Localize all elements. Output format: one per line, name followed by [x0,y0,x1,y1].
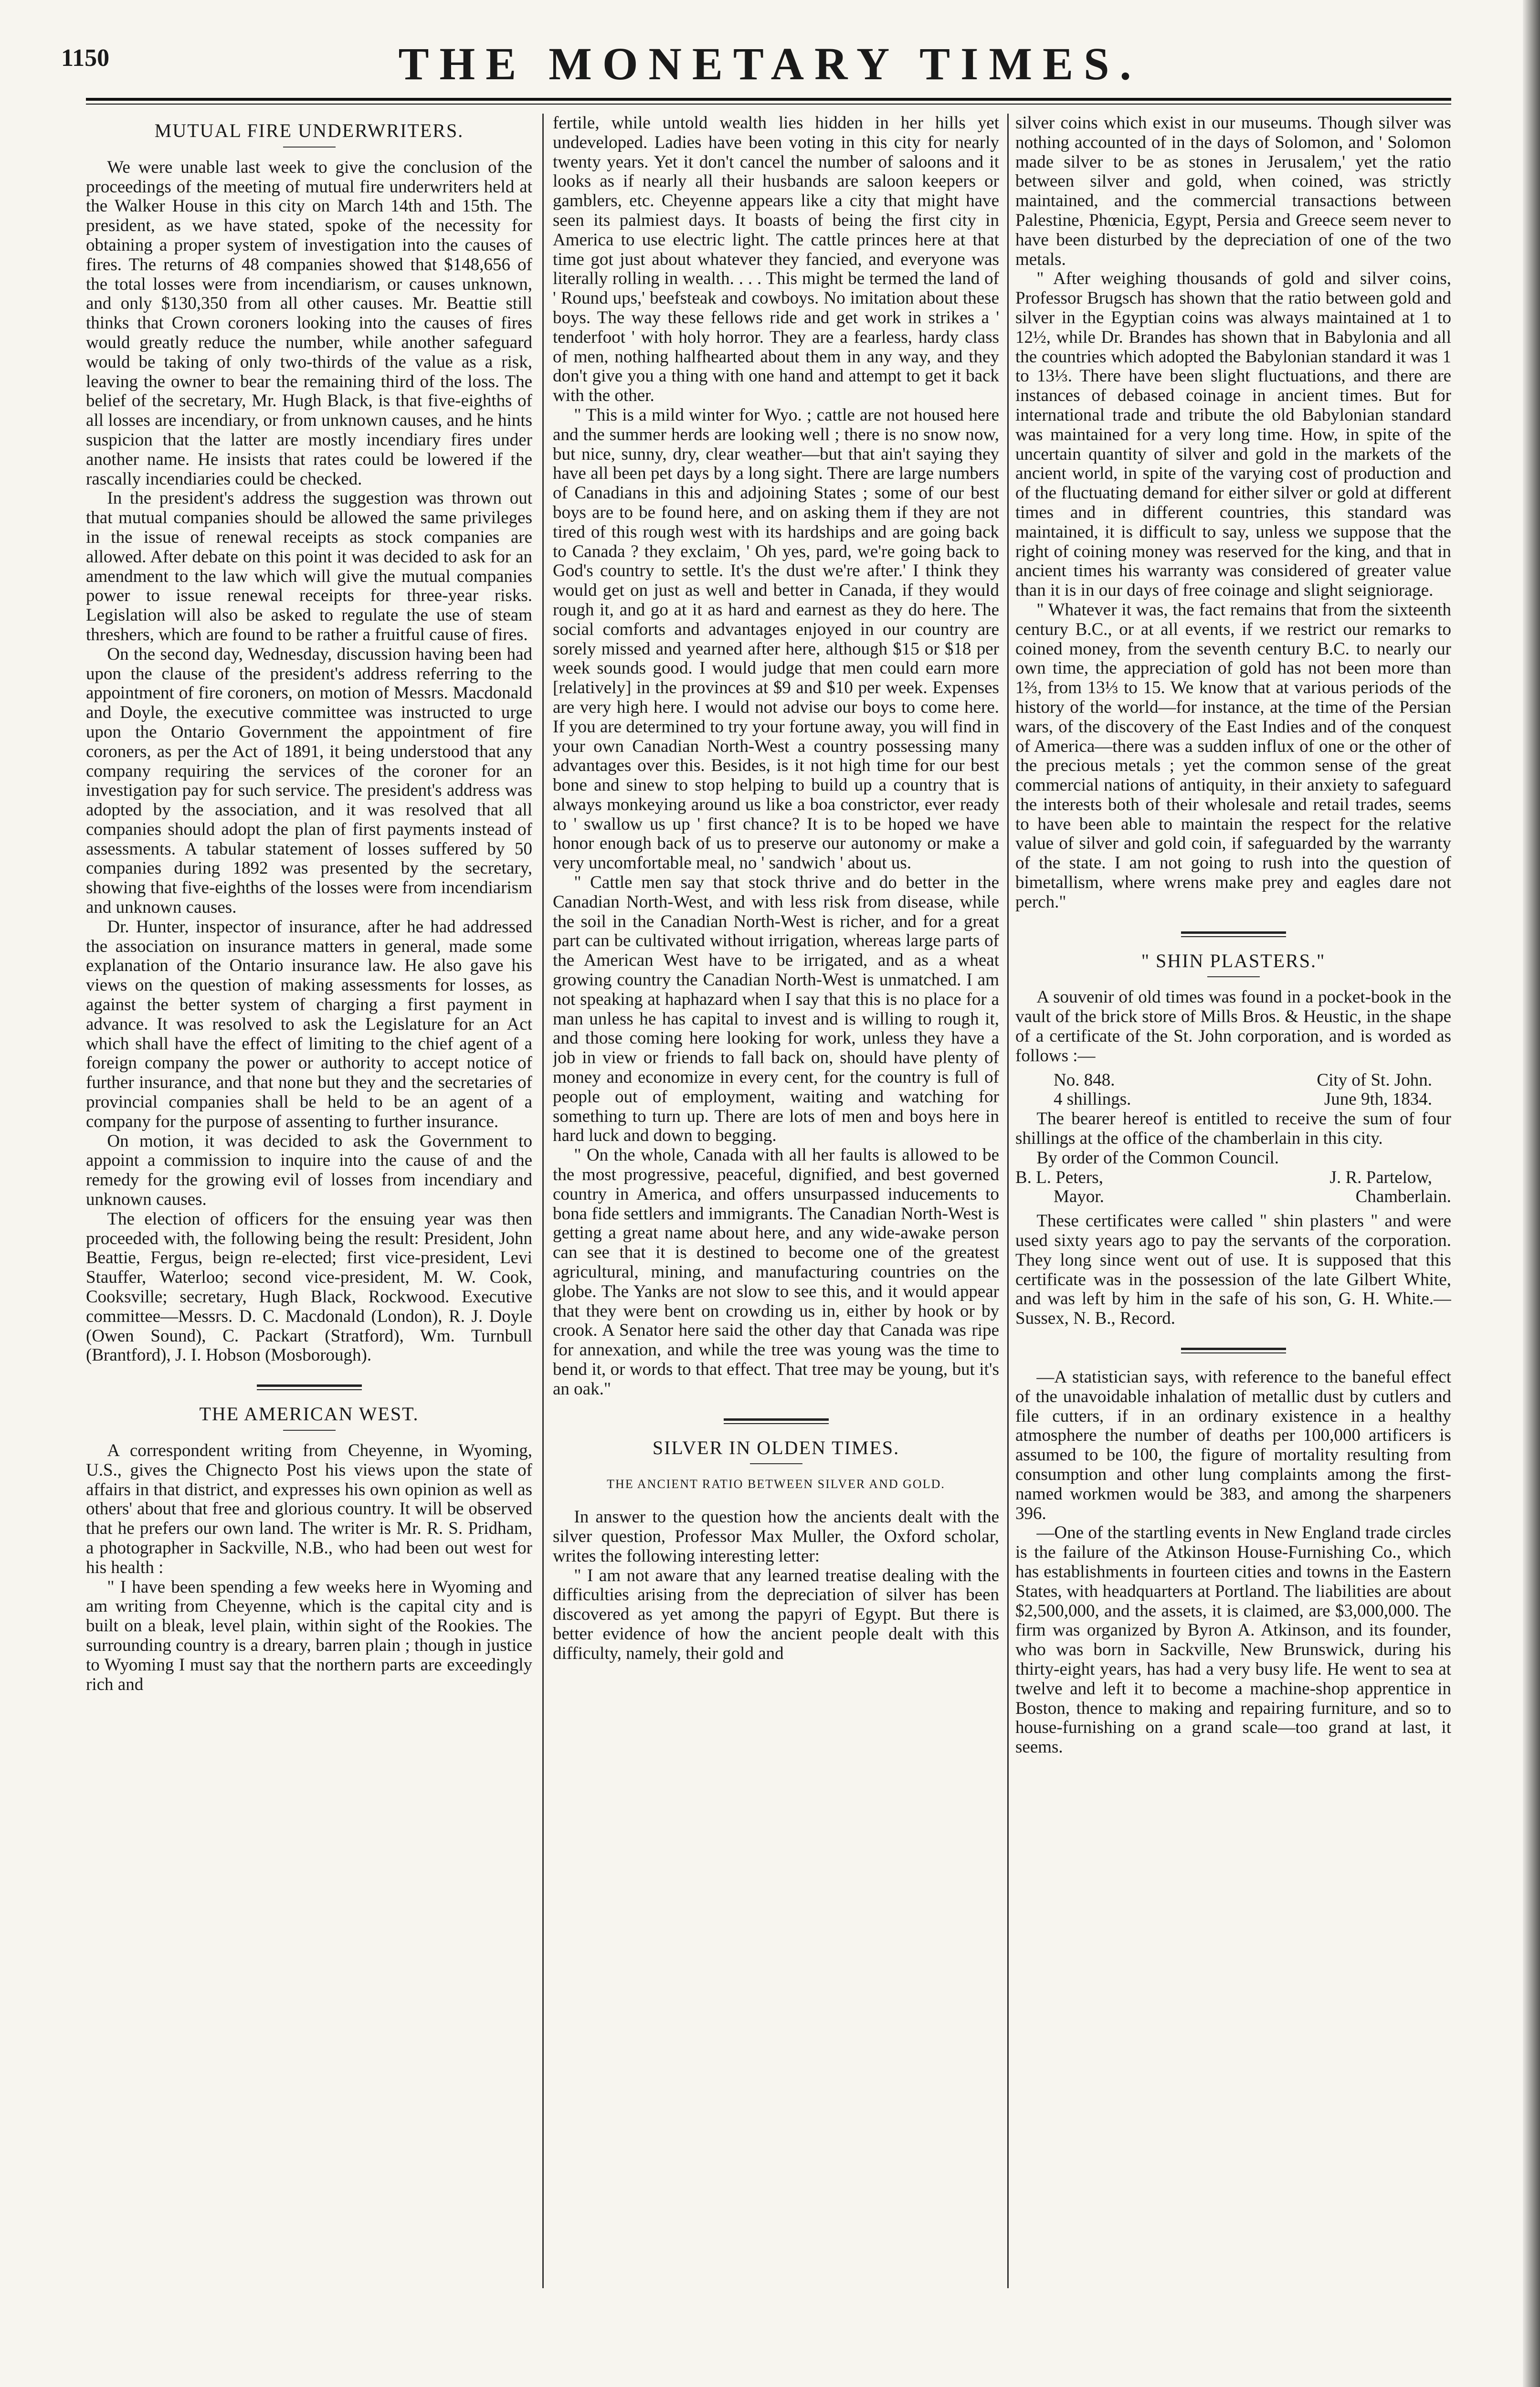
signatory-2-role: Chamberlain. [1355,1187,1451,1207]
article-title: THE AMERICAN WEST. [199,1403,419,1425]
signatory-1-role: Mayor. [1054,1187,1104,1207]
certificate-number: No. 848. [1054,1070,1115,1090]
top-rule-thin [86,104,1451,105]
column-3 [1015,114,1451,2291]
certificate-date: June 9th, 1834. [1324,1089,1432,1109]
paragraph: " After weighing thousands of gold and silver coins, Professor Brugsch has shown that the ratio between gold and silver in the Egyptian coins was always maintained at 1 to 12½, while Dr. Brandes has shown that in Babylonia and all the countries which adopted the Babylonian standard it was 1 to 13⅓. There have been slight fluctuations, and there are instances of debased coinage in ancient times. But for international trade and tribute the old Babylonian standard was maintained for a very long time. How, in spite of the uncertain quantity of silver and gold in the markets of the ancient world, in spite of the varying cost of production and of the fluctuating demand for either silver or gold at different times and in different countries, this standard was maintained, it is difficult to say, unless we suppose that the right of coining money was reserved for the king, and that in ancient times his warranty was considered of greater value than it is in our days of free coinage and slight seigniorage. [1015,269,1451,601]
paragraph: On motion, it was decided to ask the Government to appoint a commission to inquire into the cause of and the remedy for the growing evil of losses from incendiary and unknown causes. [86,1131,532,1210]
paragraph: " I have been spending a few weeks here in Wyoming and am writing from Cheyenne, which is the capital city and is built on a bleak, level plain, within sight of the Rookies. The surrounding country is a dreary, barren plain ; though in justice to Wyoming I must say that the northern parts are exceedingly rich and [86,1577,532,1694]
title-rule [750,1463,802,1464]
column-2 [553,114,999,2291]
article-title: " SHIN PLASTERS." [1141,950,1326,972]
section-divider [1181,1348,1286,1353]
section-divider [724,1418,829,1424]
page-number: 1150 [61,44,110,72]
article-subtitle: THE ANCIENT RATIO BETWEEN SILVER AND GOLD. [607,1477,945,1491]
paragraph: Dr. Hunter, inspector of insurance, after he had addressed the association on insurance matters in general, made some explanation of the Ontario insurance law. He also gave his views on the question of making assessments for losses, as against the better system of charging a first payment in advance. It was resolved to ask the Legislature for an Act which shall have the effect of limiting to the chief agent of a foreign company the power or authority to accept notice of further insurance, and that none but they and the secretaries of provincial companies shall be held to be an agent of a company for the purpose of assenting to further insurance. [86,917,532,1131]
section-divider [1181,931,1286,937]
certificate-amount: 4 shillings. [1054,1089,1131,1109]
column-divider [1007,114,1009,2288]
paragraph: —A statistician says, with reference to the baneful effect of the unavoidable inhalation of metallic dust by cutlers and file cutters, if in an ordinary existence in a healthy atmosphere the number of deaths per 100,000 artificers is assumed to be 100, the figure of mortality resulting from consumption and other lung complaints among the first-named workmen would be 383, and among the sharpeners 396. [1015,1367,1451,1523]
column-divider [542,114,544,2288]
paragraph: A souvenir of old times was found in a pocket-book in the vault of the brick store of Mills Bros. & Heustic, in the shape of a certificate of the St. John corporation, and is worded as follows :— [1015,987,1451,1066]
column-1 [86,114,532,2291]
paragraph: In the president's address the suggestion was thrown out that mutual companies should be allowed the same privileges in the issue of renewal receipts as stock companies are allowed. After debate on this point it was decided to ask for an amendment to the law which will give the mutual companies power to issue renewal receipts for three-year risks. Legislation will also be asked to regulate the use of steam threshers, which are found to be rather a fruitful cause of fires. [86,488,532,644]
paragraph: " Whatever it was, the fact remains that from the sixteenth century B.C., or at all events, if we restrict our remarks to coined money, from the seventh century B.C. to nearly our own time, the appreciation of gold has not been more than 1⅔, from 13⅓ to 15. We know that at various periods of the history of the world—for instance, at the time of the Persian wars, of the discovery of the East Indies and of the conquest of America—there was a sudden influx of one or the other of the precious metals ; yet the common sense of the great commercial nations of antiquity, in their anxiety to safeguard the interests both of their wholesale and retail trades, seems to have been able to maintain the respect for the relative value of silver and gold coin, if safeguarded by the warranty of the state. I am not going to rush into the question of bimetallism, where wrens make prey and eagles dare not perch." [1015,600,1451,912]
title-rule [283,1430,336,1431]
certificate-body: The bearer hereof is entitled to receive the sum of four shillings at the office of the chamberlain in this city. [1015,1109,1451,1149]
certificate-row [1015,1090,1451,1109]
section-divider [257,1384,362,1390]
certificate-city: City of St. John. [1317,1070,1432,1090]
masthead: THE MONETARY TIMES. [398,38,1142,89]
paragraph: —One of the startling events in New England trade circles is the failure of the Atkinson House-Furnishing Co., which has establishments in fourteen cities and towns in the Eastern States, with headquarters at Portland. The liabilities are about $2,500,000, and the assets, it is claimed, are $3,000,000. The firm was organized by Byron A. Atkinson, and its founder, who was born in Sackville, New Brunswick, during his thirty-eight years, has had a very busy life. He went to sea at twelve and left it to become a machine-shop apprentice in Boston, thence to making and repairing furniture, and so to house-furnishing on a grand scale—too grand at last, it seems. [1015,1523,1451,1757]
paragraph: " On the whole, Canada with all her faults is allowed to be the most progressive, peaceful, dignified, and best governed country in America, and offers unsurpassed inducements to bona fide settlers and immigrants. The Canadian North-West is getting a great name about here, and any wide-awake person can see that it is destined to become one of the greatest agricultural, mining, and manufacturing countries on the globe. The Yanks are not slow to see this, and it would appear that they were bent on crowding us in, either by hook or by crook. A Senator here said the other day that Canada was ripe for annexation, and while the tree was young was the time to bend it, or words to that effect. That tree may be young, but it's an oak." [553,1145,999,1399]
scan-edge-shadow [1523,0,1540,2387]
paragraph: fertile, while untold wealth lies hidden in her hills yet undeveloped. Ladies have been voting in this city for nearly twenty years. Yet it don't cancel the number of saloons and it looks as if nearly all their husbands are saloon keepers or gamblers, etc. Cheyenne appears like a city that might have seen its palmiest days. It boasts of being the first city in America to use electric light. The cattle princes here at that time got just about whatever they fancied, and everyone was literally rolling in wealth. . . . This might be termed the land of ' Round ups,' beefsteak and cowboys. No imitation about these boys. The way these fellows ride and get work in strikes a ' tenderfoot ' with holy horror. They are a fearless, hardy class of men, nothing halfhearted about them in any way, and they don't give you a thing with one hand and attempt to get it back with the other. [553,114,999,406]
paragraph: " Cattle men say that stock thrive and do better in the Canadian North-West, and with less risk from disease, while the soil in the Canadian North-West is richer, and for a great part can be cultivated without irrigation, whereas large parts of the American West have to be irrigated, and as a wheat growing country the Canadian North-West is unmatched. I am not speaking at haphazard when I say that this is no place for a man unless he has capital to invest and is willing to rough it, and those coming here looking for work, unless they have a job in view or friends to fall back on, should have plenty of money and economize in every cent, for the country is full of people out of employment, waiting and watching for something to turn up. There are lots of men and boys here in hard luck and down to begging. [553,873,999,1146]
title-rule [1207,976,1260,977]
paragraph: These certificates were called " shin plasters " and were used sixty years ago to pay the servants of the corporation. They long since went out of use. It is supposed that this certificate was in the possession of the late Gilbert White, and was left by him in the safe of his son, G. H. White.—Sussex, N. B., Record. [1015,1211,1451,1329]
certificate-order: By order of the Common Council. [1036,1148,1279,1168]
signatory-1: B. L. Peters, [1015,1167,1103,1187]
certificate-row [1015,1071,1451,1090]
paragraph: On the second day, Wednesday, discussion having been had upon the clause of the president's address referring to the appointment of fire coroners, on motion of Messrs. Macdonald and Doyle, the executive committee was instructed to urge upon the Ontario Government the appointment of fire coroners, as per the Act of 1891, it being understood that any company requiring the services of the coroner for an investigation pay for such service. The president's address was adopted by the association, and it was resolved that all companies should adopt the plan of first payments instead of assessments. A tabular statement of losses suffered by 50 companies during 1892 was presented by the secretary, showing that five-eighths of the losses were from incendiarism and unknown causes. [86,644,532,918]
paragraph: The election of officers for the ensuing year was then proceeded with, the following being the result: President, John Beattie, Fergus, beign re-elected; first vice-president, Levi Stauffer, Waterloo; second vice-president, M. W. Cook, Cooksville; secretary, Hugh Black, Rockwood. Executive committee—Messrs. D. C. Macdonald (London), R. J. Doyle (Owen Sound), C. Packart (Stratford), Wm. Turnbull (Brantford), J. I. Hobson (Mosborough). [86,1209,532,1365]
top-rule [86,98,1451,101]
article-title: SILVER IN OLDEN TIMES. [652,1436,900,1458]
certificate-row [1015,1168,1451,1188]
certificate-text [1015,1071,1451,1207]
certificate-row [1015,1187,1451,1207]
title-rule [283,147,336,148]
signatory-2: J. R. Partelow, [1329,1167,1432,1187]
paragraph: In answer to the question how the ancients dealt with the silver question, Professor Max Muller, the Oxford scholar, writes the following interesting letter: [553,1507,999,1566]
paragraph: silver coins which exist in our museums. Though silver was nothing accounted of in the days of Solomon, and ' Solomon made silver to be as stones in Jerusalem,' yet the ratio between silver and gold, when coined, was strictly maintained, and the commercial transactions between Palestine, Phœnicia, Egypt, Persia and Greece seem never to have been disturbed by the depreciation of one of the two metals. [1015,114,1451,269]
article-title: MUTUAL FIRE UNDERWRITERS. [154,120,464,141]
paragraph: We were unable last week to give the conclusion of the proceedings of the meeting of mutual fire underwriters held at the Walker House in this city on March 14th and 15th. The president, as we have stated, spoke of the necessity for obtaining a proper system of investigation into the causes of fires. The returns of 48 companies showed that $148,656 of the total losses were from incendiarism, or causes unknown, and only $130,350 from all other causes. Mr. Beattie still thinks that Crown coroners looking into the causes of fires would greatly reduce the number, while another safeguard would be taking of only two-thirds of the value as a risk, leaving the owner to bear the remaining third of the loss. The belief of the secretary, Mr. Hugh Black, is that five-eighths of all losses are incendiary, or from unknown causes, and he hints suspicion that the latter are mostly incendiary fires under another name. He insists that rates could be lowered if the rascally incendiaries could be checked. [86,157,532,489]
paragraph: A correspondent writing from Cheyenne, in Wyoming, U.S., gives the Chignecto Post his views upon the state of affairs in that district, and expresses his own opinion as well as others' about that free and glorious country. It will be observed that he prefers our own land. The writer is Mr. R. S. Pridham, a photographer in Sackville, N.B., who had been out west for his health : [86,1441,532,1577]
paragraph: " I am not aware that any learned treatise dealing with the difficulties arising from the depreciation of silver has been discovered as yet among the papyri of Egypt. But there is better evidence of how the ancient people dealt with this difficulty, namely, their gold and [553,1565,999,1663]
paragraph: " This is a mild winter for Wyo. ; cattle are not housed here and the summer herds are looking well ; there is no snow now, but nice, sunny, dry, clear weather—but that ain't saying they have all been pet days by a long sight. There are large numbers of Canadians in this and adjoining States ; some of our best boys are to be found here, and on asking them if they are not tired of this rough west with its hardships and are going back to Canada ? they exclaim, ' Oh yes, pard, we're going back to God's country to settle. It's the dust we're after.' I think they would get on just as well and better in Canada, if they would rough it, and go at it as hard and earnest as they do here. The social comforts and advantages enjoyed in our country are sorely missed and yearned after here, although $15 or $18 per week sounds good. I would judge that men could earn more [relatively] in the provinces at $9 and $10 per week. Expenses are very high here. I would not advise our boys to come here. If you are determined to try your fortune away, you will find in your own Canadian North-West a country possessing many advantages over this. Besides, is it not high time for our best bone and sinew to stop helping to build up a country that is always monkeying around us like a boa constrictor, ever ready to ' swallow us up ' first chance? It is to be hoped we have honor enough back of us to preserve our autonomy or make a very uncomfortable meal, no ' sandwich ' about us. [553,405,999,873]
